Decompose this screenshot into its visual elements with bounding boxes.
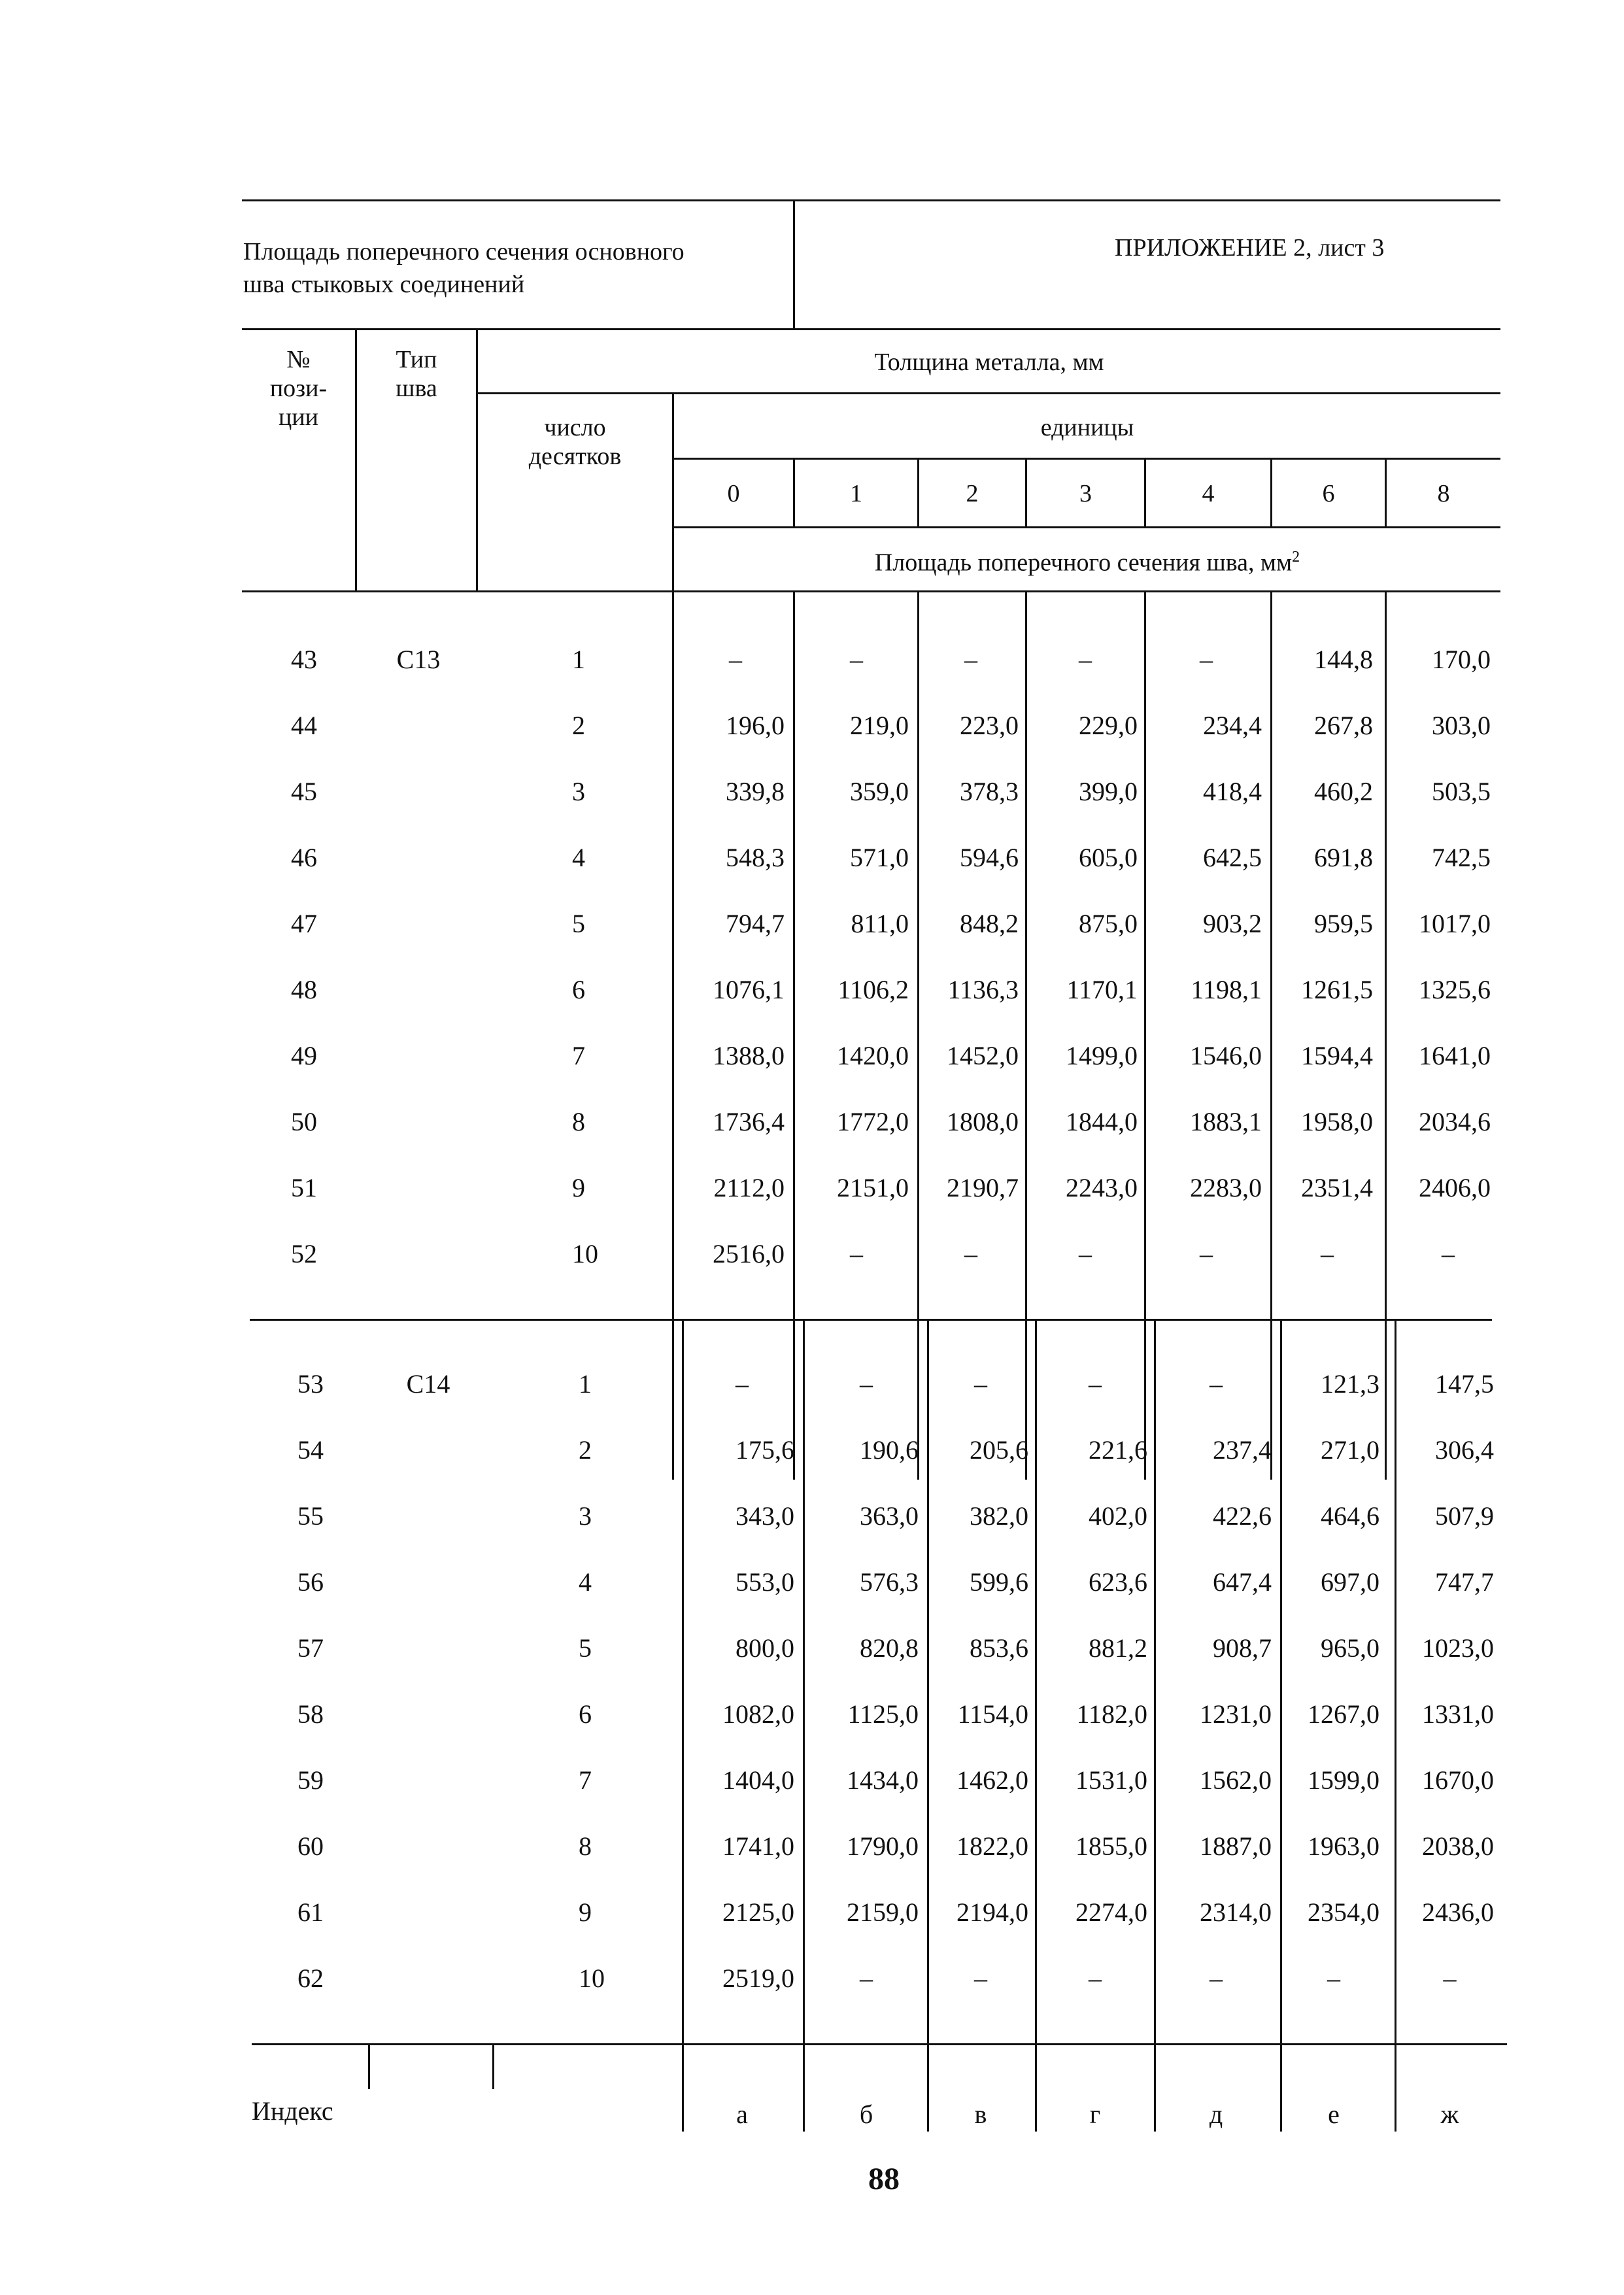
body-vline-tens [672,590,674,1480]
cell-58-1: 1125,0 [847,1699,919,1729]
pos-51: 51 [291,1173,317,1202]
cell-53-8: 147,5 [1435,1369,1494,1399]
tens-9b: 9 [579,1897,592,1927]
cell-47-1: 811,0 [851,909,909,938]
index-label: Индекс [252,2096,333,2126]
cell-52-4: – [1200,1239,1213,1268]
pos-58: 58 [297,1699,324,1729]
cell-52-2: – [964,1239,977,1268]
cell-50-1: 1772,0 [837,1107,909,1136]
footer-rule [252,2043,1507,2045]
footer-vline-2 [492,2043,494,2089]
pos-48: 48 [291,975,317,1004]
cell-57-8: 1023,0 [1422,1633,1494,1663]
index-g: г [1089,2100,1101,2129]
cell-60-2: 1822,0 [956,1831,1028,1861]
pos-57: 57 [297,1633,324,1663]
cell-56-1: 576,3 [860,1567,919,1597]
cell-56-4: 647,4 [1213,1567,1272,1597]
cell-47-8: 1017,0 [1419,909,1491,938]
cell-52-6: – [1321,1239,1334,1268]
cell-52-1: – [850,1239,863,1268]
cell-54-3: 221,6 [1089,1435,1147,1465]
seam-type-c13: С13 [396,645,441,674]
body-vline-u5 [1270,590,1272,1480]
cell-47-2: 848,2 [960,909,1019,938]
cell-56-6: 697,0 [1321,1567,1379,1597]
cell-48-0: 1076,1 [713,975,785,1004]
body-vline-u1 [793,590,795,1480]
col-seam-type-l2: шва [396,375,437,402]
header-rule-thickness [476,392,1500,394]
header-rule-bottom [242,590,1500,592]
header-rule-top [242,328,1500,330]
pos-43: 43 [291,645,317,674]
cell-53-4: – [1210,1369,1223,1399]
cell-62-2: – [974,1964,987,1993]
cell-51-4: 2283,0 [1190,1173,1262,1202]
cell-48-8: 1325,6 [1419,975,1491,1004]
tens-5b: 5 [579,1633,592,1663]
cell-45-0: 339,8 [726,777,785,806]
col-position-l2: пози- [269,375,328,402]
cell-61-2: 2194,0 [956,1897,1028,1927]
cell-49-2: 1452,0 [947,1041,1019,1070]
cell-57-3: 881,2 [1089,1633,1147,1663]
cell-48-6: 1261,5 [1301,975,1373,1004]
cell-59-3: 1531,0 [1075,1765,1147,1795]
footer-vline-1 [368,2043,370,2089]
cell-43-0: – [729,645,742,674]
cell-47-3: 875,0 [1079,909,1138,938]
cell-50-3: 1844,0 [1066,1107,1138,1136]
cell-51-6: 2351,4 [1301,1173,1373,1202]
cell-43-2: – [964,645,977,674]
cell-48-2: 1136,3 [947,975,1019,1004]
cell-56-3: 623,6 [1089,1567,1147,1597]
cell-53-2: – [974,1369,987,1399]
cell-55-3: 402,0 [1089,1501,1147,1531]
cell-58-8: 1331,0 [1422,1699,1494,1729]
cell-59-0: 1404,0 [722,1765,794,1795]
col-seam-type-l1: Тип [396,346,437,373]
tens-8b: 8 [579,1831,592,1861]
cell-45-3: 399,0 [1079,777,1138,806]
body-vline-u6 [1385,590,1387,1480]
cell-53-1: – [860,1369,873,1399]
index-b: б [859,2100,873,2129]
cell-53-3: – [1089,1369,1102,1399]
cell-45-6: 460,2 [1314,777,1373,806]
cell-62-8: – [1443,1964,1457,1993]
cell-43-8: 170,0 [1432,645,1491,674]
col-tens [478,413,672,471]
tens-10: 10 [572,1239,598,1268]
cell-46-4: 642,5 [1203,843,1262,872]
cell-54-8: 306,4 [1435,1435,1494,1465]
cell-51-3: 2243,0 [1066,1173,1138,1202]
cell-49-0: 1388,0 [713,1041,785,1070]
cell-44-0: 196,0 [726,711,785,740]
cell-54-4: 237,4 [1213,1435,1272,1465]
cell-55-0: 343,0 [736,1501,794,1531]
tens-1b: 1 [579,1369,592,1399]
cell-58-2: 1154,0 [957,1699,1028,1729]
body2-vline-u1 [803,1321,805,2132]
tens-4: 4 [572,843,585,872]
group-separator [250,1319,1492,1321]
cell-47-4: 903,2 [1203,909,1262,938]
cell-62-3: – [1089,1964,1102,1993]
cell-43-3: – [1079,645,1092,674]
cell-44-6: 267,8 [1314,711,1373,740]
cell-59-4: 1562,0 [1200,1765,1272,1795]
cell-60-6: 1963,0 [1308,1831,1379,1861]
cell-46-6: 691,8 [1314,843,1373,872]
title-line-2: шва стыковых соединений [243,271,525,298]
cell-60-4: 1887,0 [1200,1831,1272,1861]
cell-45-4: 418,4 [1203,777,1262,806]
footer-vline-3 [682,2043,684,2132]
cell-52-3: – [1079,1239,1092,1268]
tens-4b: 4 [579,1567,592,1597]
tens-3: 3 [572,777,585,806]
index-e: е [1328,2100,1340,2129]
cell-51-1: 2151,0 [837,1173,909,1202]
cell-53-0: – [736,1369,749,1399]
area-label-text: Площадь поперечного сечения шва, мм [874,549,1293,577]
cell-45-2: 378,3 [960,777,1019,806]
cell-46-3: 605,0 [1079,843,1138,872]
col-tens-l2: десятков [528,443,622,470]
body-vline-u2 [917,590,919,1480]
body2-vline-tens [682,1321,684,2053]
cell-62-0: 2519,0 [722,1964,794,1993]
col-thickness: Толщина металла, мм [874,348,1104,376]
pos-56: 56 [297,1567,324,1597]
pos-47: 47 [291,909,317,938]
col-position [242,345,355,432]
cell-46-8: 742,5 [1432,843,1491,872]
unit-4: 4 [1202,480,1215,507]
tens-2: 2 [572,711,585,740]
appendix-label: ПРИЛОЖЕНИЕ 2, лист 3 [1115,234,1385,262]
cell-52-8: – [1442,1239,1455,1268]
cell-58-6: 1267,0 [1308,1699,1379,1729]
tens-7: 7 [572,1041,585,1070]
cell-62-1: – [860,1964,873,1993]
cell-62-6: – [1327,1964,1340,1993]
pos-45: 45 [291,777,317,806]
unit-6: 6 [1322,480,1335,507]
body-vline-u4 [1144,590,1146,1480]
cell-49-1: 1420,0 [837,1041,909,1070]
cell-48-3: 1170,1 [1066,975,1138,1004]
cell-49-6: 1594,4 [1301,1041,1373,1070]
unit-2: 2 [966,480,979,507]
cell-62-4: – [1210,1964,1223,1993]
cell-61-4: 2314,0 [1200,1897,1272,1927]
cell-57-0: 800,0 [736,1633,794,1663]
index-v: в [974,2100,987,2129]
cell-50-2: 1808,0 [947,1107,1019,1136]
unit-3: 3 [1079,480,1092,507]
cell-55-6: 464,6 [1321,1501,1379,1531]
cell-60-3: 1855,0 [1075,1831,1147,1861]
tens-10b: 10 [579,1964,605,1993]
cell-46-0: 548,3 [726,843,785,872]
cell-55-1: 363,0 [860,1501,919,1531]
pos-54: 54 [297,1435,324,1465]
pos-55: 55 [297,1501,324,1531]
cell-60-0: 1741,0 [722,1831,794,1861]
cell-50-4: 1883,1 [1190,1107,1262,1136]
cell-59-2: 1462,0 [956,1765,1028,1795]
cell-55-8: 507,9 [1435,1501,1494,1531]
page-number: 88 [868,2162,900,2196]
cell-47-6: 959,5 [1314,909,1373,938]
cell-47-0: 794,7 [726,909,785,938]
col-position-l3: ции [278,403,318,431]
index-d: д [1209,2100,1223,2129]
body2-vline-u4 [1154,1321,1156,2132]
cell-54-0: 175,6 [736,1435,794,1465]
pos-60: 60 [297,1831,324,1861]
tens-7b: 7 [579,1765,592,1795]
cell-50-8: 2034,6 [1419,1107,1491,1136]
cell-45-1: 359,0 [850,777,909,806]
cell-60-1: 1790,0 [847,1831,919,1861]
tens-3b: 3 [579,1501,592,1531]
cell-52-0: 2516,0 [713,1239,785,1268]
cell-53-6: 121,3 [1321,1369,1379,1399]
index-zh: ж [1440,2100,1459,2129]
title-line-1: Площадь поперечного сечения основного [243,238,685,265]
cell-51-2: 2190,7 [947,1173,1019,1202]
col-tens-l1: число [544,414,606,441]
cell-57-1: 820,8 [860,1633,919,1663]
pos-62: 62 [297,1964,324,1993]
cell-61-1: 2159,0 [847,1897,919,1927]
cell-50-6: 1958,0 [1301,1107,1373,1136]
cell-51-0: 2112,0 [713,1173,785,1202]
cell-58-0: 1082,0 [722,1699,794,1729]
cell-44-8: 303,0 [1432,711,1491,740]
body2-vline-u3 [1035,1321,1037,2132]
body-vline-u3 [1025,590,1027,1480]
cell-59-6: 1599,0 [1308,1765,1379,1795]
unit-0: 0 [727,480,740,507]
col-seam-type [357,345,476,403]
unit-8: 8 [1437,480,1450,507]
cell-45-8: 503,5 [1432,777,1491,806]
tens-5: 5 [572,909,585,938]
pos-49: 49 [291,1041,317,1070]
cell-44-4: 234,4 [1203,711,1262,740]
body2-vline-u2 [927,1321,929,2132]
pos-52: 52 [291,1239,317,1268]
col-units: единицы [1040,414,1134,441]
col-position-l1: № [286,346,311,373]
cell-51-8: 2406,0 [1419,1173,1491,1202]
cell-58-3: 1182,0 [1076,1699,1147,1729]
cell-61-0: 2125,0 [722,1897,794,1927]
cell-56-8: 747,7 [1435,1567,1494,1597]
cell-49-8: 1641,0 [1419,1041,1491,1070]
cell-48-4: 1198,1 [1191,975,1262,1004]
cell-57-6: 965,0 [1321,1633,1379,1663]
cell-57-2: 853,6 [970,1633,1028,1663]
cell-43-1: – [850,645,863,674]
top-rule [242,199,1500,201]
tens-2b: 2 [579,1435,592,1465]
cell-46-2: 594,6 [960,843,1019,872]
tens-8: 8 [572,1107,585,1136]
cell-44-2: 223,0 [960,711,1019,740]
cell-59-8: 1670,0 [1422,1765,1494,1795]
pos-50: 50 [291,1107,317,1136]
cell-55-4: 422,6 [1213,1501,1272,1531]
cell-44-1: 219,0 [850,711,909,740]
area-label-sup: 2 [1292,549,1300,566]
pos-44: 44 [291,711,317,740]
unit-1: 1 [850,480,862,507]
pos-53: 53 [297,1369,324,1399]
cell-61-3: 2274,0 [1075,1897,1147,1927]
cell-59-1: 1434,0 [847,1765,919,1795]
cell-43-4: – [1200,645,1213,674]
header-rule-unit-values [672,526,1500,528]
header-rule-units [672,458,1500,460]
cell-49-4: 1546,0 [1190,1041,1262,1070]
cell-54-1: 190,6 [860,1435,919,1465]
tens-6b: 6 [579,1699,592,1729]
area-label [674,543,1500,577]
cell-55-2: 382,0 [970,1501,1028,1531]
cell-58-4: 1231,0 [1200,1699,1272,1729]
pos-46: 46 [291,843,317,872]
cell-44-3: 229,0 [1079,711,1138,740]
tens-1: 1 [572,645,585,674]
cell-48-1: 1106,2 [837,975,909,1004]
cell-43-6: 144,8 [1314,645,1373,674]
cell-60-8: 2038,0 [1422,1831,1494,1861]
cell-61-6: 2354,0 [1308,1897,1379,1927]
index-a: а [736,2100,748,2129]
pos-59: 59 [297,1765,324,1795]
pos-61: 61 [297,1897,324,1927]
cell-56-2: 599,6 [970,1567,1028,1597]
cell-61-8: 2436,0 [1422,1897,1494,1927]
cell-57-4: 908,7 [1213,1633,1272,1663]
cell-50-0: 1736,4 [713,1107,785,1136]
cell-56-0: 553,0 [736,1567,794,1597]
seam-type-c14: С14 [406,1369,450,1399]
tens-9: 9 [572,1173,585,1202]
title-divider [793,199,795,330]
tens-6: 6 [572,975,585,1004]
cell-54-6: 271,0 [1321,1435,1379,1465]
cell-54-2: 205,6 [970,1435,1028,1465]
cell-49-3: 1499,0 [1066,1041,1138,1070]
cell-46-1: 571,0 [850,843,909,872]
